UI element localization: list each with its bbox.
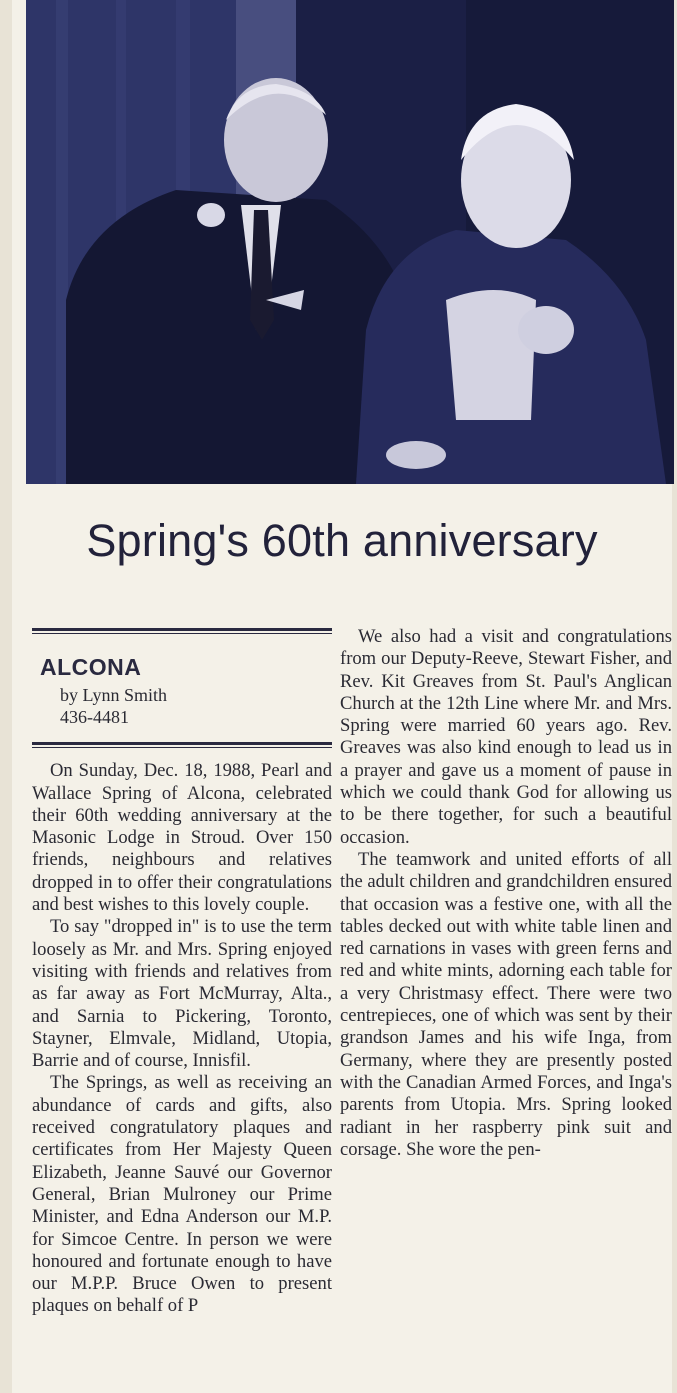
paragraph: The Springs, as well as receiving an abundance of cards and gifts, also received congratulatory plaques and certificates from Her Majesty Queen Elizabeth, Jeanne Sauvé our Governor General, Brian Mulroney our Prime Minister, and Edna Anderson our M.P. for Simcoe Centre. In person we were honoured and fortunate enough to have our M.P.P. Bruce Owen to present plaques on behalf of P xyxy=(32,1072,332,1317)
right-column xyxy=(340,626,672,1161)
top-rule xyxy=(32,628,332,634)
paragraph: To say "dropped in" is to use the term loosely as Mr. and Mrs. Spring enjoyed visiting with friends and relatives from as far away as Fort McMurray, Alta., and Sarnia to Pickering, Toronto, Stayner, Elmvale, Midland, Utopia, Barrie and of course, Innisfil. xyxy=(32,916,332,1072)
newspaper-clipping xyxy=(12,0,672,1393)
section-heading: ALCONA xyxy=(40,654,142,680)
left-column xyxy=(32,628,332,1318)
photo-illustration xyxy=(26,0,674,484)
paragraph: On Sunday, Dec. 18, 1988, Pearl and Wallace Spring of Alcona, celebrated their 60th wedding anniversary at the Masonic Lodge in Stroud. Over 150 friends, neighbours and relatives dropped in to offer their congratulations and best wishes to this lovely couple. xyxy=(32,760,332,916)
couple-photo xyxy=(26,0,674,484)
phone-number: 436-4481 xyxy=(60,707,129,728)
paragraph: The teamwork and united efforts of all the adult children and grandchildren ensured that occasion was a festive one, with all the tables decked out with white table linen and red carnations in vases with green ferns and red and white mints, adorning each table for a very Christmasy effect. There were two centrepieces, one of which was sent by their grandson James and his wife Inga, from Germany, where they are presently posted with the Canadian Armed Forces, and Inga's parents from Utopia. Mrs. Spring looked radiant in her raspberry pink suit and corsage. She wore the pen- xyxy=(340,848,672,1160)
bottom-rule xyxy=(32,742,332,748)
byline: by Lynn Smith xyxy=(60,685,168,706)
paragraph: We also had a visit and congratulations from our Deputy-Reeve, Stewart Fisher, and Rev. Kit Greaves from St. Paul's Anglican Church at the 12th Line where Mr. and Mrs. Spring were married 60 years ago. Rev. Greaves was also kind enough to lead us in a prayer and gave us a moment of pause in which we could thank God for allowing us to be there together, for such a beautiful occasion. xyxy=(340,626,672,848)
headline: Spring's 60th anniversary xyxy=(86,515,598,566)
